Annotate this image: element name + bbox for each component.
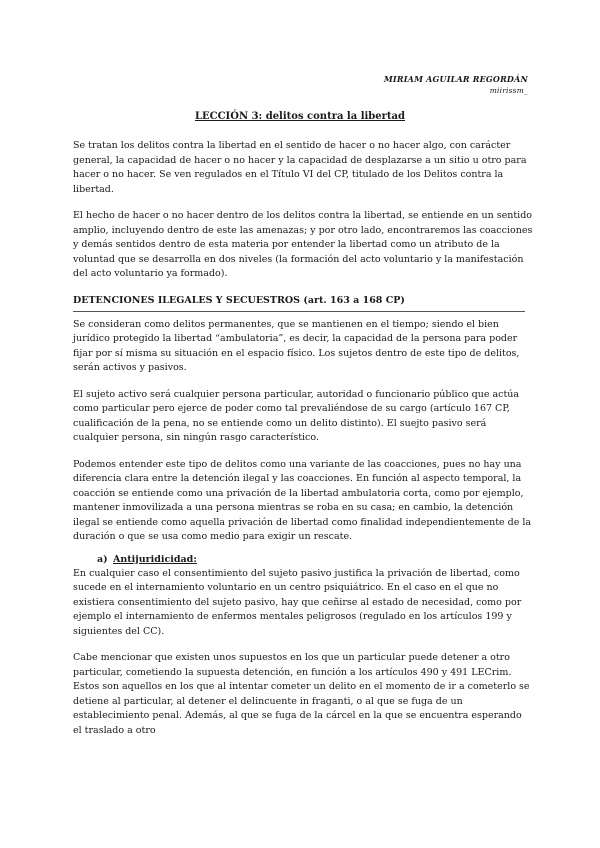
- subsection-title: Antijuridicidad:: [113, 553, 197, 565]
- section-paragraph-2: El sujeto activo será cualquier persona particular, autoridad o funcionario público que actúa como particular pero ejerce de poder como tal prevaliéndose de su cargo (artículo 167 CP, cualificación de la pena, no se entiende como un delito distinto). El suejto pasivo será cualquier persona, sin ningún rasgo característico.: [73, 388, 520, 443]
- intro-paragraph-2: El hecho de hacer o no hacer dentro de los delitos contra la libertad, se entiende en un sentido amplio, incluyendo dentro de este las amenazas; y por otro lado, encontraremos las coacciones y demás sentidos dentro de esta materia por entender la libertad como un atributo de la voluntad que se desarrolla en dos niveles (la formación del acto voluntario y la manifestación del acto voluntario ya formado).: [73, 210, 533, 279]
- subsection-paragraph-2: Cabe mencionar que existen unos supuestos en los que un particular puede detener a otro particular, cometiendo la supuesta detención, en función a los artículos 490 y 491 LECrim. Estos son aquellos en los que al intentar cometer un delito en el momento de ir a cometerlo se detiene al particular, al detener el delincuente in fraganti, o al que se fuga de un establecimiento penal. Además, al que se fuga de la cárcel en la que se encuentra esperando el traslado a otro: [73, 652, 530, 736]
- section-paragraph-1: Se consideran como delitos permanentes, que se mantienen en el tiempo; siendo el bien jurídico protegido la libertad “ambulatoria”, es decir, la capacidad de la persona para poder fijar por sí misma su situación en el espacio físico. Los sujetos dentro de este tipo de delitos, serán activos y pasivos.: [73, 318, 520, 373]
- author-handle: miirissm_: [489, 86, 528, 95]
- subsection-letter: a): [97, 553, 108, 565]
- document-body: [73, 139, 533, 738]
- section-paragraph-3: Podemos entender este tipo de delitos como una variante de las coacciones, pues no hay una diferencia clara entre la detención ilegal y las coacciones. En función al aspecto temporal, la coacción se entiende como una privación de la libertad ambulatoria corta, como por ejemplo, mantener inmovilizada a una persona mientras se roba en su casa; en cambio, la detención ilegal se entiende como aquella privación de libertad como finalidad independientemente de la duración o que se usa como medio para exigir un rescate.: [73, 458, 532, 542]
- author-name: MIRIAM AGUILAR REGORDÁN: [383, 74, 528, 84]
- subsection-heading: [73, 553, 533, 567]
- section-divider: [73, 311, 525, 312]
- subsection-paragraph-1: En cualquier caso el consentimiento del sujeto pasivo justifica la privación de libertad, como sucede en el internamiento voluntario en un centro psiquiátrico. En el caso en el que no existiera consentimiento del sujeto pasivo, hay que ceñirse al estado de necesidad, como por ejemplo el internamiento de enfermos mentales peligrosos (regulado en los artículos 199 y siguientes del CC).: [73, 567, 522, 637]
- author-block: [384, 74, 528, 96]
- lesson-title: LECCIÓN 3: delitos contra la libertad: [194, 111, 405, 122]
- intro-paragraph-1: Se tratan los delitos contra la libertad en el sentido de hacer o no hacer algo, con carácter general, la capacidad de hacer o no hacer y la capacidad de desplazarse a un sitio u otro para hacer o no hacer. Se ven regulados en el Título VI del CP, titulado de los Delitos contra la libertad.: [73, 140, 527, 195]
- section-heading: DETENCIONES ILEGALES Y SECUESTROS (art. 163 a 168 CP): [73, 294, 405, 306]
